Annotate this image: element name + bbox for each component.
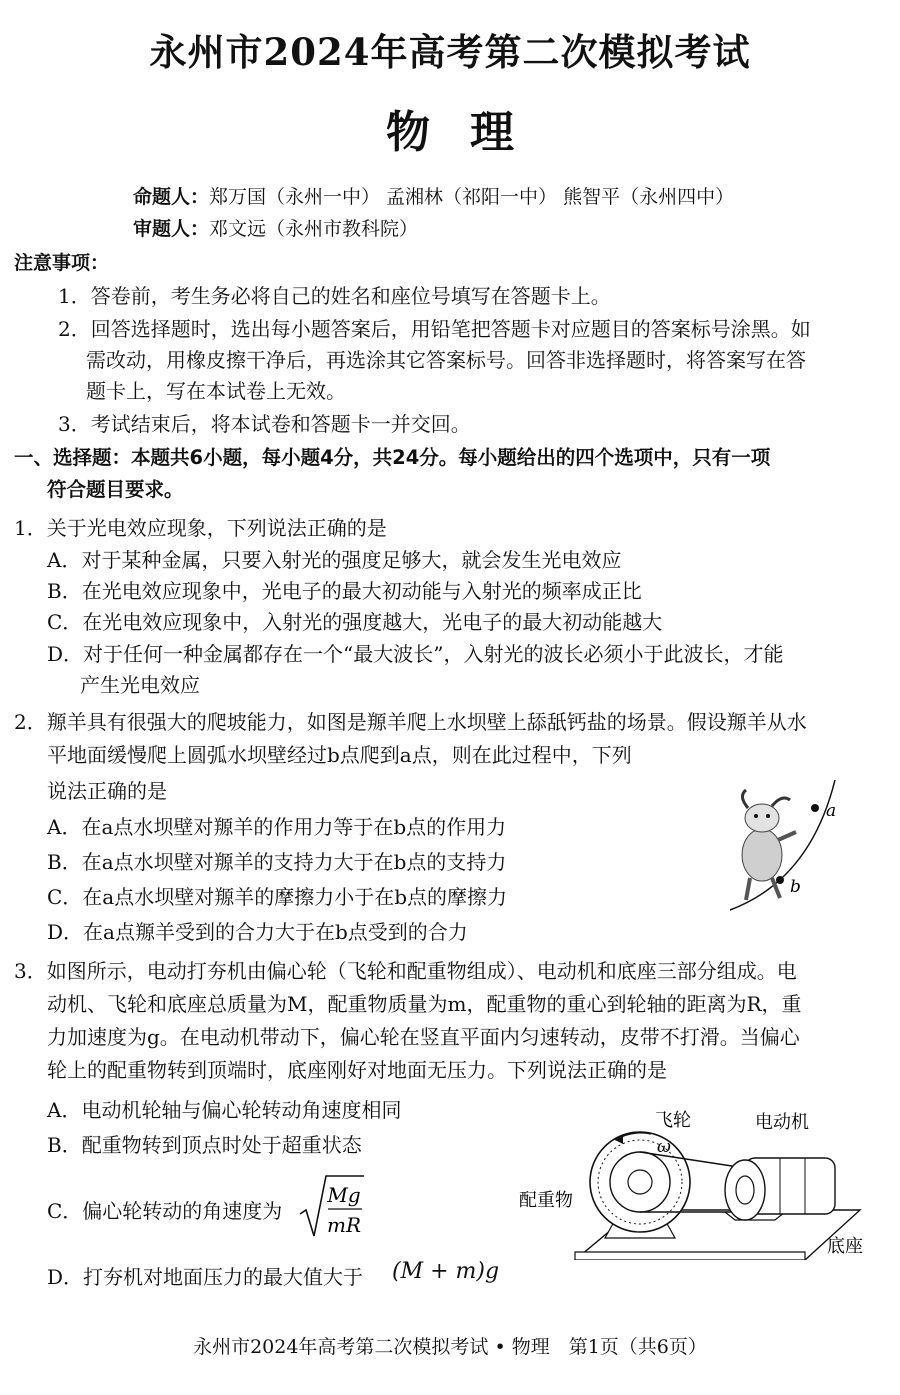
q2-stem-cont2: 说法正确的是 — [47, 779, 167, 803]
q1-option-d: D．对于任何一种金属都存在一个“最大波长”，入射光的波长必须小于此波长，才能 — [47, 642, 784, 666]
motor-icon — [725, 1158, 835, 1220]
q3-stem-cont3: 轮上的配重物转到顶端时，底座刚好对地面无压力。下列说法正确的是 — [47, 1058, 667, 1082]
notes-heading: 注意事项： — [14, 252, 110, 274]
note-item-3: 3．考试结束后，将本试卷和答题卡一并交回。 — [58, 412, 471, 436]
note-item-2-cont2: 题卡上，写在本试卷上无效。 — [86, 379, 346, 403]
formula-denominator: mR — [326, 1213, 362, 1237]
note-item-2: 2．回答选择题时，选出每小题答案后，用铅笔把答题卡对应题目的答案标号涂黑。如 — [58, 317, 811, 341]
flywheel-label: 飞轮 — [655, 1110, 691, 1131]
reviewer-line — [133, 214, 418, 241]
section1-heading-cont: 符合题目要求。 — [47, 478, 184, 501]
q2-option-b: B．在a点水坝壁对羱羊的支持力大于在b点的支持力 — [47, 850, 507, 874]
q1-option-d-cont: 产生光电效应 — [80, 673, 200, 697]
authors: 郑万国（永州一中） 孟湘林（祁阳一中） 熊智平（永州四中） — [209, 186, 735, 208]
q2-option-d: D．在a点羱羊受到的合力大于在b点受到的合力 — [47, 920, 468, 944]
q2-stem: 2．羱羊具有很强大的爬坡能力，如图是羱羊爬上水坝壁上舔舐钙盐的场景。假设羱羊从水 — [14, 710, 807, 734]
q3-option-c: C．偏心轮转动的角速度为 — [47, 1199, 283, 1223]
base-label: 底座 — [827, 1236, 863, 1257]
q1-option-a: A．对于某种金属，只要入射光的强度足够大，就会发生光电效应 — [47, 548, 622, 572]
authors-line — [133, 182, 734, 209]
q3-option-c-formula — [298, 1172, 368, 1242]
q3-option-b: B．配重物转到顶点时处于超重状态 — [47, 1133, 362, 1157]
q3-stem: 3．如图所示，电动打夯机由偏心轮（飞轮和配重物组成）、电动机和底座三部分组成。电 — [14, 959, 797, 983]
formula-numerator: Mg — [327, 1183, 361, 1207]
reviewer: 邓文远（永州市教科院） — [209, 218, 419, 240]
q2-option-c: C．在a点水坝壁对羱羊的摩擦力小于在b点的摩擦力 — [47, 885, 508, 909]
q3-option-a: A．电动机轮轴与偏心轮转动角速度相同 — [47, 1098, 402, 1122]
point-b-label: b — [790, 877, 801, 897]
q3-stem-cont: 动机、飞轮和底座总质量为M，配重物质量为m，配重物的重心到轮轴的距离为R，重 — [47, 992, 802, 1016]
omega-label: ω — [657, 1137, 671, 1157]
authors-label: 命题人： — [133, 186, 210, 208]
note-item-2-cont: 需改动，用橡皮擦干净后，再选涂其它答案标号。回答非选择题时，将答案写在答 — [86, 348, 806, 372]
q1-option-c: C．在光电效应现象中，入射光的强度越大，光电子的最大初动能越大 — [47, 610, 663, 634]
q2-stem-cont: 平地面缓慢爬上圆弧水坝壁经过b点爬到a点，则在此过程中，下列 — [47, 743, 632, 767]
point-a-label: a — [826, 801, 837, 821]
weight-label: 配重物 — [519, 1190, 573, 1211]
motor-label: 电动机 — [755, 1112, 809, 1133]
section1-heading: 一、选择题：本题共6小题，每小题4分，共24分。每小题给出的四个选项中，只有一项 — [14, 446, 771, 469]
q1-option-b: B．在光电效应现象中，光电子的最大初动能与入射光的频率成正比 — [47, 579, 642, 603]
reviewer-label: 审题人： — [133, 218, 210, 240]
point-a — [811, 804, 819, 812]
q3-option-d-formula: (M + m)g — [392, 1259, 500, 1284]
q1-stem: 1．关于光电效应现象，下列说法正确的是 — [14, 516, 387, 540]
q3-stem-cont2: 力加速度为g。在电动机带动下，偏心轮在竖直平面内匀速转动，皮带不打滑。当偏心 — [47, 1025, 800, 1049]
q3-option-d: D．打夯机对地面压力的最大值大于 — [47, 1265, 364, 1289]
q3-figure — [515, 1100, 875, 1260]
page-footer: 永州市2024年高考第二次模拟考试 • 物理 第1页（共6页） — [193, 1336, 707, 1358]
q2-option-a: A．在a点水坝壁对羱羊的作用力等于在b点的作用力 — [47, 815, 507, 839]
subject-title: 物理 — [386, 107, 554, 158]
exam-title: 永州市2024年高考第二次模拟考试 — [149, 30, 751, 74]
goat-icon — [742, 790, 796, 900]
note-item-1: 1．答卷前，考生务必将自己的姓名和座位号填写在答题卡上。 — [58, 284, 611, 308]
point-b — [776, 876, 784, 884]
q2-figure — [710, 760, 860, 920]
